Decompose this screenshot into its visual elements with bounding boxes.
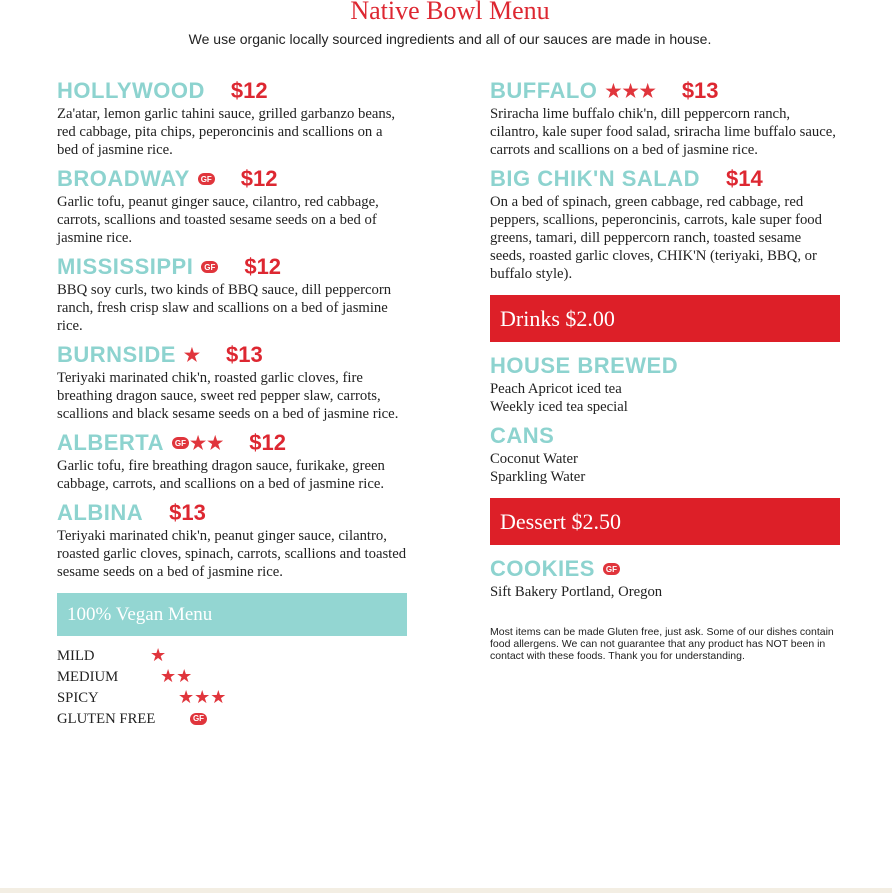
legend-row bbox=[57, 646, 407, 667]
menu-item bbox=[57, 165, 407, 247]
menu-item bbox=[490, 77, 840, 159]
menu-item-description: Za'atar, lemon garlic tahini sauce, grilled garbanzo beans, red cabbage, pita chips, peperoncinis and scallions on a bed of jasmine rice. bbox=[57, 106, 396, 158]
page-subtitle: We use organic locally sourced ingredients and all of our sauces are made in house. bbox=[188, 31, 712, 47]
menu-item-line: Coconut Water bbox=[490, 451, 578, 467]
spicy-star-icon: ★ bbox=[194, 687, 211, 707]
gluten-free-icon: GF bbox=[201, 261, 218, 273]
dessert-list bbox=[490, 555, 840, 601]
menu-item-name: ALBERTA bbox=[57, 430, 164, 455]
drinks-list bbox=[490, 352, 840, 486]
legend-icons bbox=[190, 709, 207, 726]
menu-item-name: BURNSIDE bbox=[57, 342, 176, 367]
menu-item-header bbox=[57, 165, 407, 193]
legend-row bbox=[57, 688, 407, 709]
menu-item-price: $12 bbox=[244, 254, 282, 279]
menu-item-description: Sriracha lime buffalo chik'n, dill peppercorn ranch, cilantro, kale super food salad, sriracha lime buffalo sauce, carrots and scallions on a bed of jasmine rice. bbox=[490, 106, 836, 158]
right-column bbox=[490, 77, 840, 662]
menu-item-header bbox=[490, 422, 840, 450]
menu-item-header bbox=[57, 499, 407, 527]
menu-item-name: HOLLYWOOD bbox=[57, 78, 205, 103]
menu-item-price: $12 bbox=[249, 430, 286, 455]
legend-row bbox=[57, 667, 407, 688]
menu-item bbox=[57, 253, 407, 335]
menu-item-name: CANS bbox=[490, 423, 555, 448]
spice-legend bbox=[57, 646, 407, 730]
spicy-star-icon: ★ bbox=[176, 666, 193, 686]
menu-item bbox=[57, 77, 407, 159]
menu-item-name: ALBINA bbox=[57, 500, 144, 525]
menu-item-icons bbox=[603, 563, 620, 575]
spicy-star-icon: ★ bbox=[189, 433, 207, 453]
menu-item-line: Peach Apricot iced tea bbox=[490, 381, 622, 397]
menu-item bbox=[490, 352, 840, 416]
menu-item-price: $13 bbox=[226, 342, 263, 367]
menu-item-price: $14 bbox=[726, 166, 763, 191]
menu-item-name: HOUSE BREWED bbox=[490, 353, 679, 378]
spicy-star-icon: ★ bbox=[150, 645, 167, 665]
menu-item bbox=[57, 429, 407, 493]
spicy-star-icon: ★ bbox=[639, 81, 656, 101]
legend-icons bbox=[178, 688, 226, 708]
menu-item-description: Teriyaki marinated chik'n, peanut ginger sauce, cilantro, roasted garlic cloves, spinach, carrots, scallions and toasted sesame seeds on a bed of jasmine rice. bbox=[57, 528, 407, 580]
vegan-banner: 100% Vegan Menu bbox=[57, 593, 407, 636]
spicy-star-icon: ★ bbox=[178, 687, 195, 707]
bottom-border bbox=[0, 888, 892, 893]
menu-item-header bbox=[57, 341, 407, 369]
menu-item-icons bbox=[605, 82, 655, 100]
legend-row bbox=[57, 709, 407, 730]
menu-item-header bbox=[490, 555, 840, 583]
menu-item-price: $13 bbox=[169, 500, 206, 525]
menu-items-left bbox=[57, 77, 407, 581]
spicy-star-icon: ★ bbox=[183, 345, 201, 365]
menu-item-header bbox=[490, 165, 840, 193]
menu-item-price: $12 bbox=[230, 78, 268, 103]
legend-label: MEDIUM bbox=[57, 669, 119, 685]
menu-item-name: BROADWAY bbox=[57, 166, 190, 191]
menu-item-description: BBQ soy curls, two kinds of BBQ sauce, dill peppercorn ranch, fresh crisp slaw and scallions on a bed of jasmine rice. bbox=[57, 282, 392, 334]
menu-item-header bbox=[57, 429, 407, 457]
menu-item-description: Garlic tofu, fire breathing dragon sauce, furikake, green cabbage, carrots, and scallions on a bed of jasmine rice. bbox=[57, 458, 385, 492]
allergen-disclaimer: Most items can be made Gluten free, just ask. Some of our dishes contain food allergens. We can not guarantee that any product has NOT been in contact with these foods. Thank you for understanding. bbox=[490, 626, 834, 662]
menu-item-icons bbox=[184, 346, 200, 364]
menu-item-header bbox=[57, 77, 407, 105]
menu-item-header bbox=[490, 77, 840, 105]
legend-label: MILD bbox=[57, 648, 95, 664]
menu-item-header bbox=[490, 352, 840, 380]
gluten-free-icon: GF bbox=[603, 563, 620, 575]
menu-item-name: COOKIES bbox=[490, 556, 595, 581]
gluten-free-icon: GF bbox=[172, 437, 189, 449]
menu-item-description: Garlic tofu, peanut ginger sauce, cilantro, red cabbage, carrots, scallions and toasted sesame seeds on a bed of jasmine rice. bbox=[57, 194, 379, 246]
menu-item-icons bbox=[201, 261, 218, 273]
menu-item-name: BIG CHIK'N SALAD bbox=[490, 166, 701, 191]
gluten-free-icon: GF bbox=[190, 713, 207, 725]
menu-item-description: On a bed of spinach, green cabbage, red cabbage, red peppers, scallions, peperoncinis, carrots, kale super food greens, tamari, dill peppercorn ranch, toasted sesame seeds, roasted garlic cloves, CHIK'N (teriyaki, BBQ, or buffalo style). bbox=[490, 194, 822, 282]
menu-item-price: $12 bbox=[240, 166, 278, 191]
menu-item-line: Sparkling Water bbox=[490, 469, 586, 485]
spicy-star-icon: ★ bbox=[605, 81, 622, 101]
page-title: Native Bowl Menu bbox=[350, 0, 550, 25]
spicy-star-icon: ★ bbox=[210, 687, 227, 707]
menu-item-name: MISSISSIPPI bbox=[57, 254, 194, 279]
menu-item-price: $13 bbox=[681, 78, 719, 103]
menu-item-name: BUFFALO bbox=[490, 78, 598, 103]
menu-item bbox=[57, 499, 407, 581]
menu-item bbox=[490, 165, 840, 283]
menu-item-description: Teriyaki marinated chik'n, roasted garlic cloves, fire breathing dragon sauce, sweet red pepper slaw, carrots, scallions and black sesame seeds on a bed of jasmine rice. bbox=[57, 370, 399, 422]
menu-item-line: Weekly iced tea special bbox=[490, 399, 628, 415]
menu-item bbox=[57, 341, 407, 423]
spicy-star-icon: ★ bbox=[622, 81, 639, 101]
left-column bbox=[57, 77, 407, 730]
legend-label: GLUTEN FREE bbox=[57, 711, 156, 727]
menu-items-right bbox=[490, 77, 840, 283]
dessert-banner: Dessert $2.50 bbox=[490, 498, 840, 545]
menu-item-icons bbox=[172, 434, 223, 452]
drinks-banner: Drinks $2.00 bbox=[490, 295, 840, 342]
menu-item-icons bbox=[198, 173, 215, 185]
gluten-free-icon: GF bbox=[198, 173, 215, 185]
legend-label: SPICY bbox=[57, 690, 99, 706]
menu-item bbox=[490, 555, 840, 601]
menu-item-line: Sift Bakery Portland, Oregon bbox=[490, 584, 663, 600]
legend-icons bbox=[150, 646, 166, 666]
spicy-star-icon: ★ bbox=[207, 433, 224, 453]
spicy-star-icon: ★ bbox=[160, 666, 177, 686]
menu-item-header bbox=[57, 253, 407, 281]
legend-icons bbox=[160, 667, 192, 687]
menu-item bbox=[490, 422, 840, 486]
